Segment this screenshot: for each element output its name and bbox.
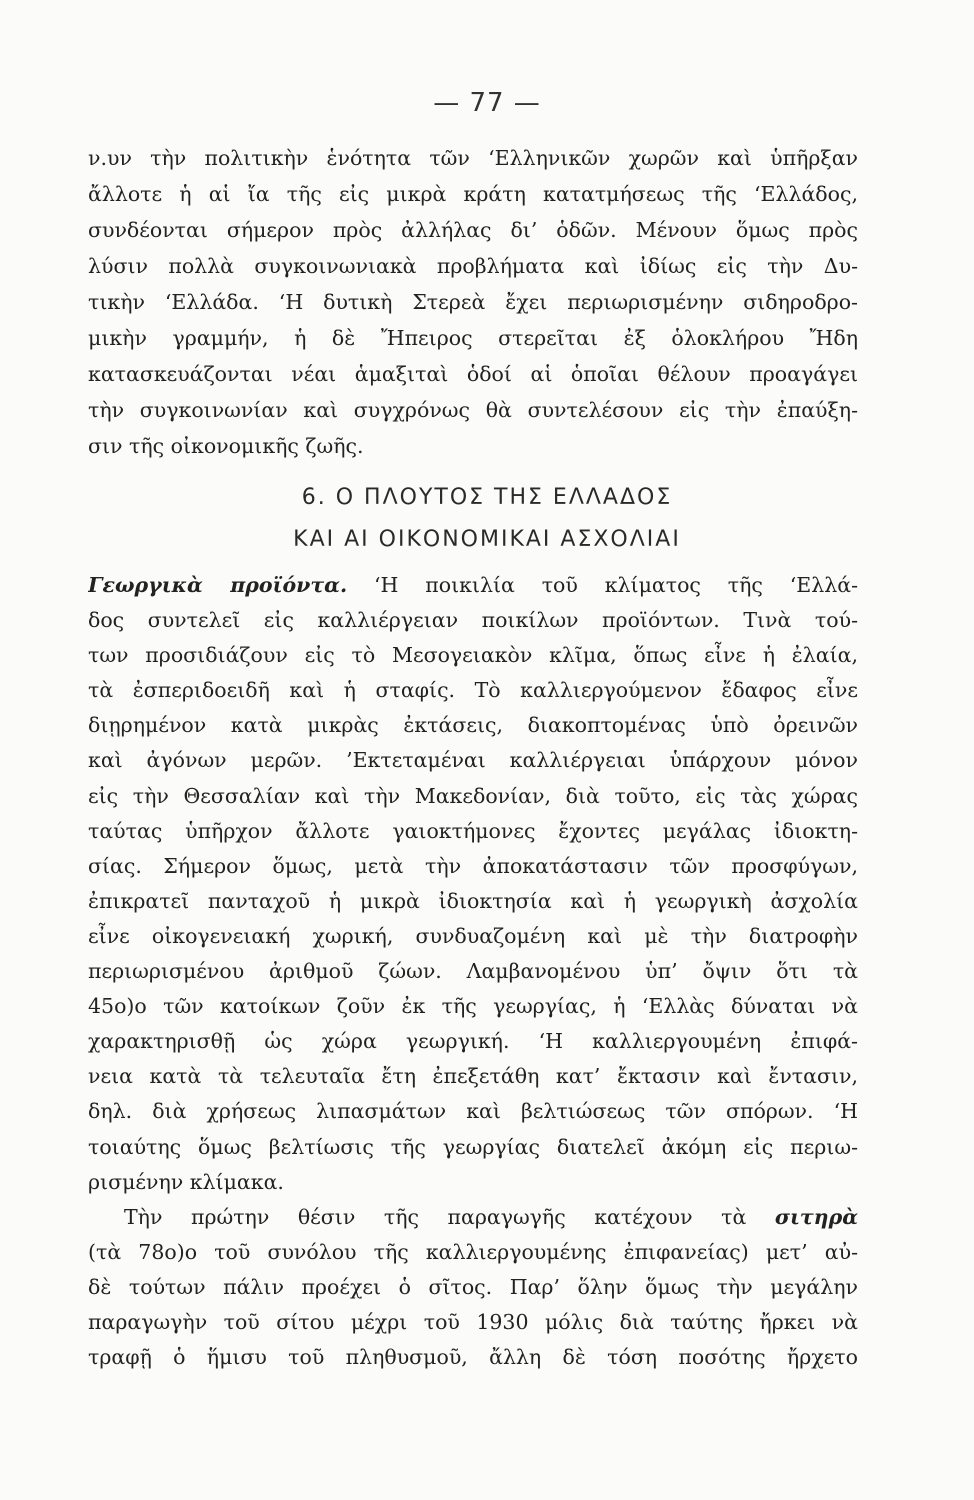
text-line: ἄλλοτε ἡ αἱ ἴα τῆς εἰς μικρὰ κράτη κατατμήσεως τῆς ‘Ελλάδος, [88, 182, 858, 206]
text-line: εἰς τὴν Θεσσαλίαν καὶ τὴν Μακεδονίαν, διὰ τοῦτο, εἰς τὰς χώρας [88, 783, 858, 808]
text-line: κατασκευάζονται νέαι ἁμαξιταὶ ὁδοί αἱ ὁποῖαι θέλουν προαγάγει [88, 362, 858, 386]
sitera-prefix: Τὴν πρώτην θέσιν τῆς παραγωγῆς κατέχουν τὰ [124, 1204, 775, 1229]
lead-continuation: ‘Η ποικιλία τοῦ κλίματος τῆς ‘Ελλά- [347, 573, 858, 597]
text-line: τοιαύτης ὅμως βελτίωσις τῆς γεωργίας διατελεῖ ἀκόμη εἰς περιω- [88, 1134, 858, 1159]
text-line: (τὰ 78ο)ο τοῦ συνόλου τῆς καλλιεργουμένης ἐπιφανείας) μετ’ αὐ- [88, 1239, 858, 1264]
text-line: σιν τῆς οἰκονομικῆς ζωῆς. [88, 434, 364, 458]
sitera-term: σιτηρὰ [774, 1204, 858, 1229]
text-line-sitera [88, 1200, 858, 1235]
text-line: τραφῇ ὁ ἥμισυ τοῦ πληθυσμοῦ, ἄλλη δὲ τόση ποσότης ἤρχετο [88, 1345, 858, 1370]
text-line: τὰ ἐσπεριδοειδῆ καὶ ἡ σταφίς. Τὸ καλλιεργούμενον ἔδαφος εἶνε [88, 678, 858, 703]
text-line: σίας. Σήμερον ὅμως, μετὰ τὴν ἀποκατάστασιν τῶν προσφύγων, [88, 853, 858, 878]
text-line: συνδέονται σήμερον πρὸς ἀλλήλας δι’ ὁδῶν. Μένουν ὅμως πρὸς [88, 218, 858, 242]
text-line: δηλ. διὰ χρήσεως λιπασμάτων καὶ βελτιώσεως τῶν σπόρων. ‘Η [88, 1099, 858, 1124]
paragraph-transport [88, 140, 858, 464]
text-line: 45ο)ο τῶν κατοίκων ζοῦν ἐκ τῆς γεωργίας, ἡ ‘Ελλὰς δύναται νὰ [88, 994, 858, 1019]
text-line: των προσιδιάζουν εἰς τὸ Μεσογειακὸν κλῖμα, ὅπως εἶνε ἡ ἐλαία, [88, 643, 858, 668]
text-line-lead [88, 568, 858, 603]
text-line: δὲ τούτων πάλιν προέχει ὁ σῖτος. Παρ’ ὅλην ὅμως τὴν μεγάλην [88, 1274, 858, 1299]
text-line: ρισμένην κλίμακα. [88, 1169, 284, 1194]
subsection-lead: Γεωργικὰ προϊόντα. [88, 573, 348, 597]
text-line: διῃρημένον κατὰ μικρὰς ἐκτάσεις, διακοπτομένας ὑπὸ ὀρεινῶν [88, 713, 858, 738]
text-line: μικὴν γραμμήν, ἡ δὲ Ἤπειρος στερεῖται ἐξ ὁλοκλήρου Ἤδη [88, 326, 858, 350]
text-line: ταύτας ὑπῆρχον ἄλλοτε γαιοκτήμονες ἔχοντες μεγάλας ἰδιοκτη- [88, 818, 858, 843]
text-line: νεια κατὰ τὰ τελευταῖα ἔτη ἐπεξετάθη κατ’ ἔκτασιν καὶ ἔντασιν, [88, 1064, 858, 1089]
text-line: καὶ ἀγόνων μερῶν. ’Εκτεταμέναι καλλιέργειαι ὑπάρχουν μόνον [88, 748, 858, 773]
text-line: παραγωγὴν τοῦ σίτου μέχρι τοῦ 1930 μόλις διὰ ταύτης ἤρκει νὰ [88, 1309, 858, 1334]
text-line: δος συντελεῖ εἰς καλλιέργειαν ποικίλων προϊόντων. Τινὰ τού- [88, 608, 858, 633]
page-number: — 77 — [433, 88, 541, 118]
text-line: τικὴν ‘Ελλάδα. ‘Η δυτικὴ Στερεὰ ἔχει περιωρισμένην σιδηροδρο- [88, 290, 858, 314]
text-line: εἶνε οἰκογενειακή χωρική, συνδυαζομένη καὶ μὲ τὴν διατροφὴν [88, 923, 858, 948]
section-heading-line2: ΚΑΙ ΑΙ ΟΙΚΟΝΟΜΙΚΑΙ ΑΣΧΟΛΙΑΙ [293, 527, 681, 552]
paragraph-agriculture [88, 568, 858, 1375]
text-line: τὴν συγκοινωνίαν καὶ συγχρόνως θὰ συντελέσουν εἰς τὴν ἐπαύξη- [88, 398, 858, 422]
section-heading-line1: 6. Ο ΠΛΟΥΤΟΣ ΤΗΣ ΕΛΛΑΔΟΣ [301, 485, 673, 510]
text-line: ν.υν τὴν πολιτικὴν ἑνότητα τῶν ‘Ελληνικῶν χωρῶν καὶ ὑπῆρξαν [88, 146, 858, 170]
text-line: χαρακτηρισθῇ ὡς χώρα γεωργική. ‘Η καλλιεργουμένη ἐπιφά- [88, 1029, 858, 1054]
text-line: ἐπικρατεῖ πανταχοῦ ἡ μικρὰ ἰδιοκτησία καὶ ἡ γεωργικὴ ἀσχολία [88, 888, 858, 913]
text-line: λύσιν πολλὰ συγκοινωνιακὰ προβλήματα καὶ ἰδίως εἰς τὴν Δυ- [88, 254, 858, 278]
text-line: περιωρισμένου ἀριθμοῦ ζώων. Λαμβανομένου ὑπ’ ὄψιν ὅτι τὰ [88, 959, 858, 984]
